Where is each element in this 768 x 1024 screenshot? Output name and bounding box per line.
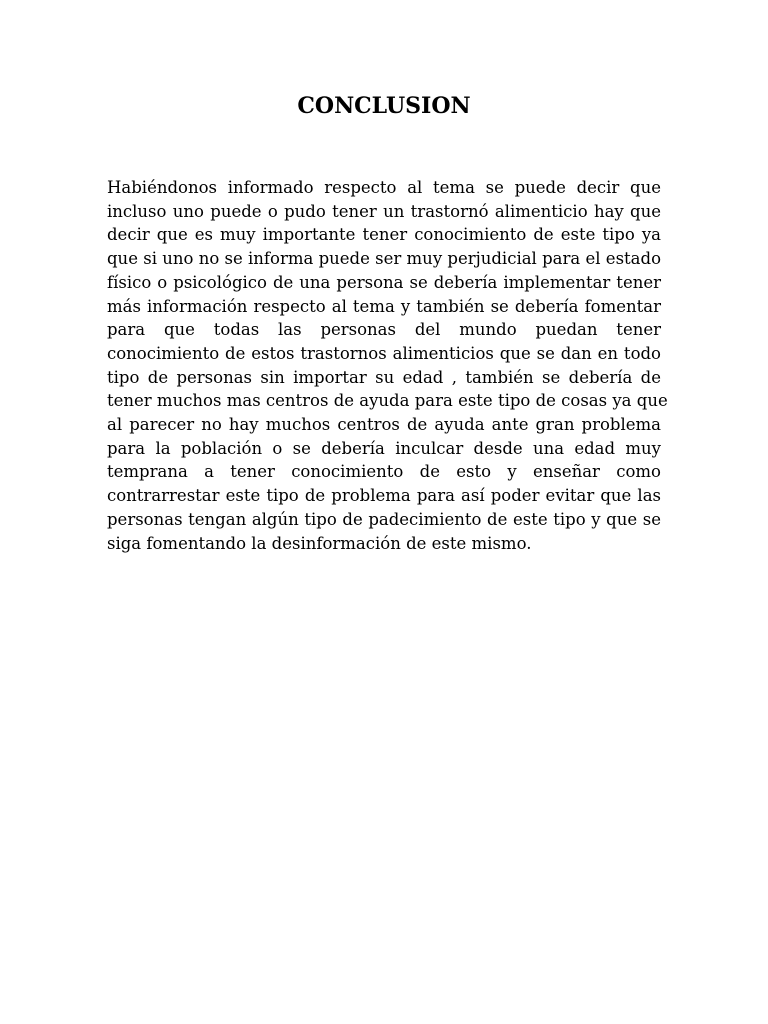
paragraph-line: físico o psicológico de una persona se debería implementar tener	[107, 272, 661, 292]
paragraph-line: personas tengan algún tipo de padecimiento de este tipo y que se	[107, 509, 661, 529]
paragraph-line: tener muchos mas centros de ayuda para este tipo de cosas ya que	[107, 391, 668, 411]
conclusion-paragraph	[107, 176, 668, 555]
paragraph-line: tipo de personas sin importar su edad , también se debería de	[107, 367, 661, 387]
paragraph-line: conocimiento de estos trastornos alimenticios que se dan en todo	[107, 343, 661, 363]
paragraph-line: que si uno no se informa puede ser muy perjudicial para el estado	[107, 249, 661, 269]
paragraph-line: Habiéndonos informado respecto al tema se puede decir que	[107, 178, 661, 197]
paragraph-line: temprana a tener conocimiento de esto y enseñar como	[107, 462, 661, 482]
paragraph-line: contrarrestar este tipo de problema para así poder evitar que las	[107, 486, 661, 506]
paragraph-line: más información respecto al tema y también se debería fomentar	[107, 296, 661, 316]
paragraph-line: al parecer no hay muchos centros de ayuda ante gran problema	[107, 415, 661, 435]
paragraph-line: para la población o se debería inculcar desde una edad muy	[107, 438, 661, 458]
page-title: CONCLUSION	[297, 93, 471, 119]
paragraph-line: para que todas las personas del mundo puedan tener	[107, 320, 661, 340]
paragraph-line: incluso uno puede o pudo tener un trastornó alimenticio hay que	[107, 201, 661, 221]
paragraph-line: decir que es muy importante tener conocimiento de este tipo ya	[107, 225, 661, 245]
paragraph-line: siga fomentando la desinformación de este mismo.	[107, 533, 532, 553]
